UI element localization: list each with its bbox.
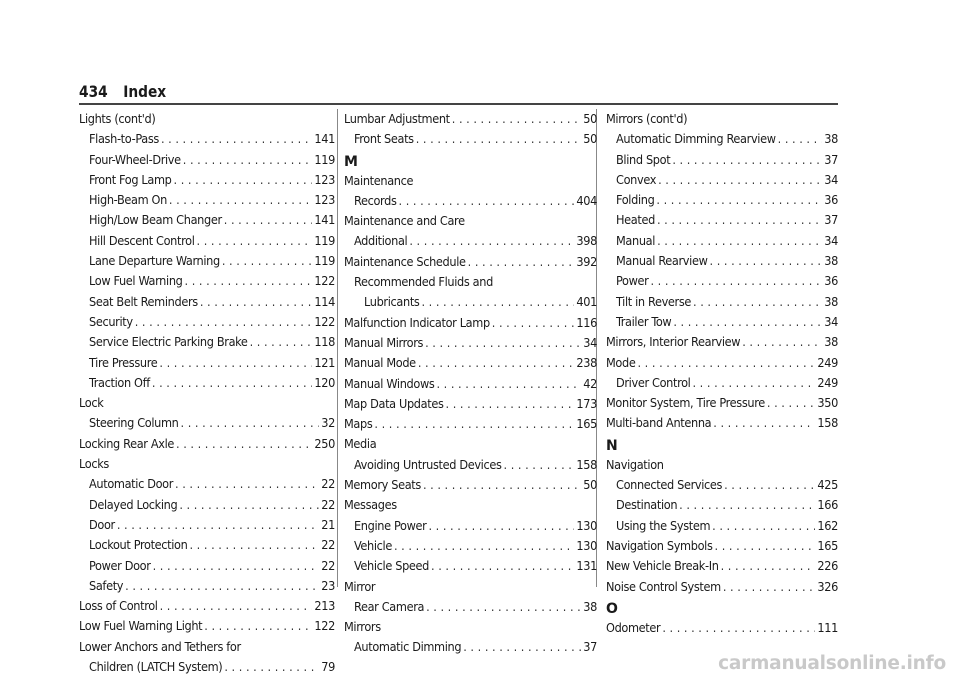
index-term: Recommended Fluids and xyxy=(354,274,493,290)
dot-leader xyxy=(125,576,319,596)
index-term: New Vehicle Break-In xyxy=(606,558,719,574)
index-entry xyxy=(79,251,335,271)
page-reference: 122 xyxy=(314,313,335,329)
dot-leader xyxy=(452,109,582,129)
page-reference: 162 xyxy=(817,517,838,533)
dot-leader xyxy=(174,170,313,190)
dot-leader xyxy=(428,516,574,536)
index-letter-heading: O xyxy=(606,600,618,617)
page-reference: 79 xyxy=(321,659,335,675)
page-reference: 249 xyxy=(817,354,838,370)
dot-leader xyxy=(160,596,313,616)
dot-leader xyxy=(374,414,574,434)
page-reference: 32 xyxy=(321,415,335,431)
index-term: Low Fuel Warning xyxy=(89,273,183,289)
page-reference: 116 xyxy=(576,314,597,330)
index-term: Driver Control xyxy=(616,374,691,390)
page-header xyxy=(79,82,166,101)
page-reference: 50 xyxy=(583,111,597,126)
index-term: Loss of Control xyxy=(79,598,158,614)
dot-leader xyxy=(712,516,815,536)
index-entry xyxy=(79,515,335,535)
dot-leader xyxy=(189,535,319,555)
index-entry xyxy=(344,374,597,394)
page-reference: 119 xyxy=(314,253,335,269)
index-entry xyxy=(344,455,597,475)
page-reference: 392 xyxy=(576,253,597,269)
index-entry xyxy=(79,190,335,210)
index-entry xyxy=(79,353,335,373)
dot-leader xyxy=(672,150,822,170)
index-term: Traction Off xyxy=(89,374,150,390)
index-entry xyxy=(606,231,838,251)
index-term: Flash-to-Pass xyxy=(89,131,159,147)
index-term: Malfunction Indicator Lamp xyxy=(344,314,490,330)
index-term: Vehicle Speed xyxy=(354,558,430,574)
index-term: Manual Rearview xyxy=(616,253,708,269)
index-term: Four-Wheel-Drive xyxy=(89,151,181,167)
page-reference: 118 xyxy=(314,334,335,350)
index-term: Service Electric Parking Brake xyxy=(89,334,248,350)
index-term: Hill Descent Control xyxy=(89,232,195,248)
page-reference: 38 xyxy=(583,598,597,614)
index-entry xyxy=(606,556,838,576)
index-entry xyxy=(606,475,838,495)
page-reference: 37 xyxy=(824,212,838,228)
page-number: 434 xyxy=(79,82,108,101)
index-column-1 xyxy=(79,109,335,677)
page-reference: 22 xyxy=(321,537,335,553)
index-entry xyxy=(344,353,597,373)
page-reference: 326 xyxy=(817,578,838,594)
dot-leader xyxy=(713,413,815,433)
page-reference: 425 xyxy=(817,477,838,493)
index-entry xyxy=(79,312,335,332)
index-term: Tire Pressure xyxy=(89,354,158,370)
index-term: Monitor System, Tire Pressure xyxy=(606,395,765,411)
index-term: Steering Column xyxy=(89,415,179,431)
index-entry xyxy=(79,150,335,170)
index-entry xyxy=(344,191,597,211)
dot-leader xyxy=(721,556,816,576)
page-reference: 165 xyxy=(817,537,838,553)
page-reference: 350 xyxy=(817,395,838,411)
index-term: Odometer xyxy=(606,619,661,635)
index-entry xyxy=(79,454,335,474)
page-reference: 114 xyxy=(314,293,335,309)
dot-leader xyxy=(658,170,822,190)
page-reference: 173 xyxy=(576,395,597,411)
page-reference: 249 xyxy=(817,374,838,390)
index-entry xyxy=(606,455,838,475)
dot-leader xyxy=(426,597,581,617)
page-reference: 36 xyxy=(824,273,838,289)
page-reference: 36 xyxy=(824,192,838,208)
dot-leader xyxy=(224,210,313,230)
index-term: Mirrors xyxy=(344,619,381,635)
index-entry xyxy=(344,333,597,353)
dot-leader xyxy=(250,332,313,352)
index-term: Lumbar Adjustment xyxy=(344,111,450,126)
page-reference: 238 xyxy=(576,355,597,371)
dot-leader xyxy=(662,618,815,638)
index-term: Delayed Locking xyxy=(89,496,178,512)
page-reference: 21 xyxy=(321,516,335,532)
index-term: High/Low Beam Changer xyxy=(89,212,222,228)
dot-leader xyxy=(161,129,312,149)
page-reference: 250 xyxy=(314,435,335,451)
index-term: Locking Rear Axle xyxy=(79,435,175,451)
index-term: Memory Seats xyxy=(344,477,421,493)
page-reference: 141 xyxy=(314,212,335,228)
dot-leader xyxy=(650,271,822,291)
index-term: Lower Anchors and Tethers for xyxy=(79,638,241,654)
dot-leader xyxy=(418,353,575,373)
dot-leader xyxy=(153,556,320,576)
index-term: Vehicle xyxy=(354,537,392,553)
index-entry xyxy=(606,292,838,312)
dot-leader xyxy=(423,475,581,495)
index-term: Manual Mirrors xyxy=(344,334,424,350)
index-entry xyxy=(606,109,838,129)
index-term: Maintenance Schedule xyxy=(344,253,466,269)
index-term: Front Fog Lamp xyxy=(89,171,172,187)
page-reference: 401 xyxy=(576,294,597,310)
dot-leader xyxy=(200,292,313,312)
page-reference: 50 xyxy=(583,131,597,147)
index-entry xyxy=(344,577,597,597)
index-term: Multi-band Antenna xyxy=(606,415,712,431)
index-term: Manual Mode xyxy=(344,355,416,371)
index-term: Tilt in Reverse xyxy=(616,293,692,309)
dot-leader xyxy=(175,474,319,494)
index-entry xyxy=(344,556,597,576)
page-reference: 38 xyxy=(824,131,838,147)
page-reference: 42 xyxy=(583,375,597,391)
dot-leader xyxy=(135,312,313,332)
index-entry xyxy=(606,353,838,373)
index-term: Navigation Symbols xyxy=(606,537,713,553)
page-reference: 38 xyxy=(824,293,838,309)
page-reference: 122 xyxy=(314,273,335,289)
index-entry xyxy=(344,536,597,556)
index-entry xyxy=(79,170,335,190)
page-reference: 165 xyxy=(576,416,597,432)
index-term: Trailer Tow xyxy=(616,313,672,329)
page-reference: 123 xyxy=(314,171,335,187)
dot-leader xyxy=(204,616,312,636)
index-term: Mode xyxy=(606,354,636,370)
page-reference: 37 xyxy=(824,151,838,167)
page-reference: 34 xyxy=(824,313,838,329)
index-entry xyxy=(79,413,335,433)
index-entry xyxy=(606,271,838,291)
dot-leader xyxy=(181,413,320,433)
index-entry xyxy=(344,516,597,536)
index-entry xyxy=(344,434,597,454)
page-reference: 226 xyxy=(817,558,838,574)
index-term: Power Door xyxy=(89,557,151,573)
index-term: Seat Belt Reminders xyxy=(89,293,198,309)
index-entry xyxy=(79,271,335,291)
dot-leader xyxy=(492,313,575,333)
index-term: Destination xyxy=(616,497,678,513)
index-term: Map Data Updates xyxy=(344,395,444,411)
header-rule xyxy=(79,103,838,105)
index-entry xyxy=(344,252,597,272)
index-term: Engine Power xyxy=(354,517,427,533)
index-term: Security xyxy=(89,313,133,329)
page-reference: 121 xyxy=(314,354,335,370)
dot-leader xyxy=(679,495,815,515)
index-entry xyxy=(606,190,838,210)
index-term: Lane Departure Warning xyxy=(89,253,220,269)
page-reference: 130 xyxy=(576,537,597,553)
dot-leader xyxy=(778,129,823,149)
index-entry xyxy=(344,231,597,251)
column-divider xyxy=(337,109,338,587)
index-entry xyxy=(79,129,335,149)
index-term: Manual xyxy=(616,232,656,248)
dot-leader xyxy=(446,394,575,414)
page-reference: 131 xyxy=(576,558,597,574)
watermark: carmanualsonline.info xyxy=(718,653,946,674)
index-term: Automatic Dimming Rearview xyxy=(616,131,776,147)
index-entry xyxy=(344,313,597,333)
index-entry xyxy=(344,129,597,149)
index-entry xyxy=(606,332,838,352)
index-term: Noise Control System xyxy=(606,578,721,594)
index-entry xyxy=(79,576,335,596)
index-entry xyxy=(79,474,335,494)
index-term: Navigation xyxy=(606,456,664,472)
index-entry xyxy=(344,495,597,515)
dot-leader xyxy=(723,577,816,597)
index-entry xyxy=(344,109,597,129)
dot-leader xyxy=(197,231,313,251)
dot-leader xyxy=(742,332,822,352)
index-term: Mirrors (cont'd) xyxy=(606,111,688,126)
dot-leader xyxy=(504,455,575,475)
dot-leader xyxy=(657,210,822,230)
index-entry xyxy=(606,129,838,149)
index-term: Maintenance and Care xyxy=(344,213,465,229)
index-term: Rear Camera xyxy=(354,598,425,614)
index-term: Door xyxy=(89,516,115,532)
index-term: Maps xyxy=(344,416,373,432)
page-reference: 120 xyxy=(314,374,335,390)
index-entry xyxy=(79,495,335,515)
dot-leader xyxy=(724,475,815,495)
index-letter-heading: N xyxy=(606,437,618,454)
page-reference: 166 xyxy=(817,497,838,513)
index-term: Mirror xyxy=(344,578,376,594)
dot-leader xyxy=(224,657,319,677)
dot-leader xyxy=(421,292,574,312)
index-entry xyxy=(344,394,597,414)
index-term: Connected Services xyxy=(616,477,723,493)
page-reference: 23 xyxy=(321,577,335,593)
index-term: Lubricants xyxy=(364,294,420,310)
dot-leader xyxy=(117,515,319,535)
dot-leader xyxy=(673,312,822,332)
index-term: Lights (cont'd) xyxy=(79,111,156,126)
page-reference: 37 xyxy=(583,639,597,655)
dot-leader xyxy=(409,231,574,251)
dot-leader xyxy=(169,190,313,210)
dot-leader xyxy=(183,150,313,170)
index-term: Convex xyxy=(616,171,657,187)
page-reference: 34 xyxy=(824,232,838,248)
index-term: Front Seats xyxy=(354,131,414,147)
index-entry xyxy=(79,596,335,616)
dot-leader xyxy=(399,191,575,211)
dot-leader xyxy=(431,556,574,576)
index-entry xyxy=(606,536,838,556)
page-title: Index xyxy=(123,82,167,101)
index-entry xyxy=(79,332,335,352)
dot-leader xyxy=(715,536,816,556)
index-entry xyxy=(79,637,335,657)
index-term: Records xyxy=(354,192,397,208)
index-entry xyxy=(344,211,597,231)
index-letter-heading: M xyxy=(344,153,358,170)
page-reference: 111 xyxy=(817,619,838,635)
dot-leader xyxy=(222,251,313,271)
index-term: Blind Spot xyxy=(616,151,671,167)
index-entry xyxy=(344,637,597,657)
index-term: Additional xyxy=(354,233,408,249)
dot-leader xyxy=(185,271,313,291)
index-entry xyxy=(606,312,838,332)
index-term: Mirrors, Interior Rearview xyxy=(606,334,741,350)
index-entry xyxy=(79,616,335,636)
index-entry xyxy=(344,292,597,312)
page-reference: 119 xyxy=(314,151,335,167)
index-term: Locks xyxy=(79,456,109,472)
index-term: Folding xyxy=(616,192,655,208)
dot-leader xyxy=(416,129,582,149)
index-entry xyxy=(344,475,597,495)
index-entry xyxy=(606,170,838,190)
index-entry xyxy=(79,292,335,312)
dot-leader xyxy=(152,373,313,393)
index-term: Heated xyxy=(616,212,655,228)
page-reference: 404 xyxy=(576,192,597,208)
index-entry xyxy=(79,556,335,576)
page-reference: 130 xyxy=(576,517,597,533)
dot-leader xyxy=(468,252,575,272)
index-entry xyxy=(79,434,335,454)
dot-leader xyxy=(425,333,581,353)
dot-leader xyxy=(692,373,815,393)
index-entry xyxy=(606,577,838,597)
index-entry xyxy=(606,495,838,515)
index-entry xyxy=(606,210,838,230)
index-entry xyxy=(79,231,335,251)
index-term: Media xyxy=(344,436,377,452)
dot-leader xyxy=(657,231,822,251)
dot-leader xyxy=(693,292,822,312)
index-term: Safety xyxy=(89,577,124,593)
index-column-3 xyxy=(606,109,838,638)
page-reference: 119 xyxy=(314,232,335,248)
index-entry xyxy=(606,516,838,536)
page-reference: 398 xyxy=(576,233,597,249)
index-entry xyxy=(606,373,838,393)
index-entry xyxy=(344,597,597,617)
page-reference: 38 xyxy=(824,334,838,350)
page-reference: 38 xyxy=(824,253,838,269)
index-entry xyxy=(79,657,335,677)
index-term: Automatic Door xyxy=(89,476,174,492)
dot-leader xyxy=(637,353,815,373)
index-entry xyxy=(606,413,838,433)
dot-leader xyxy=(710,251,823,271)
dot-leader xyxy=(159,353,312,373)
index-term: High-Beam On xyxy=(89,192,167,208)
index-entry xyxy=(79,535,335,555)
dot-leader xyxy=(767,393,816,413)
index-term: Maintenance xyxy=(344,172,414,188)
index-entry xyxy=(344,171,597,191)
index-entry xyxy=(344,617,597,637)
page-reference: 123 xyxy=(314,192,335,208)
index-entry xyxy=(606,251,838,271)
page-reference: 22 xyxy=(321,557,335,573)
index-entry xyxy=(79,393,335,413)
index-column-2 xyxy=(344,109,597,658)
page-reference: 34 xyxy=(583,334,597,350)
page-reference: 22 xyxy=(321,496,335,512)
dot-leader xyxy=(436,374,581,394)
dot-leader xyxy=(394,536,574,556)
index-term: Lock xyxy=(79,395,104,411)
index-entry xyxy=(606,393,838,413)
page-reference: 141 xyxy=(314,131,335,147)
page-reference: 213 xyxy=(314,598,335,614)
page-reference: 34 xyxy=(824,171,838,187)
index-entry xyxy=(606,618,838,638)
dot-leader xyxy=(463,637,581,657)
index-term: Messages xyxy=(344,497,397,513)
page-reference: 122 xyxy=(314,618,335,634)
page-reference: 158 xyxy=(817,415,838,431)
index-entry xyxy=(344,414,597,434)
dot-leader xyxy=(656,190,822,210)
index-term: Using the System xyxy=(616,517,711,533)
index-entry xyxy=(606,150,838,170)
dot-leader xyxy=(176,434,312,454)
page-reference: 158 xyxy=(576,456,597,472)
index-entry xyxy=(79,109,335,129)
index-entry xyxy=(79,210,335,230)
page-reference: 22 xyxy=(321,476,335,492)
index-term: Automatic Dimming xyxy=(354,639,462,655)
page-reference: 50 xyxy=(583,477,597,493)
index-term: Power xyxy=(616,273,649,289)
index-term: Low Fuel Warning Light xyxy=(79,618,203,634)
index-entry xyxy=(79,373,335,393)
index-term: Avoiding Untrusted Devices xyxy=(354,456,502,472)
index-term: Lockout Protection xyxy=(89,537,188,553)
dot-leader xyxy=(179,495,319,515)
index-entry xyxy=(344,272,597,292)
index-term: Children (LATCH System) xyxy=(89,659,223,675)
index-term: Manual Windows xyxy=(344,375,435,391)
